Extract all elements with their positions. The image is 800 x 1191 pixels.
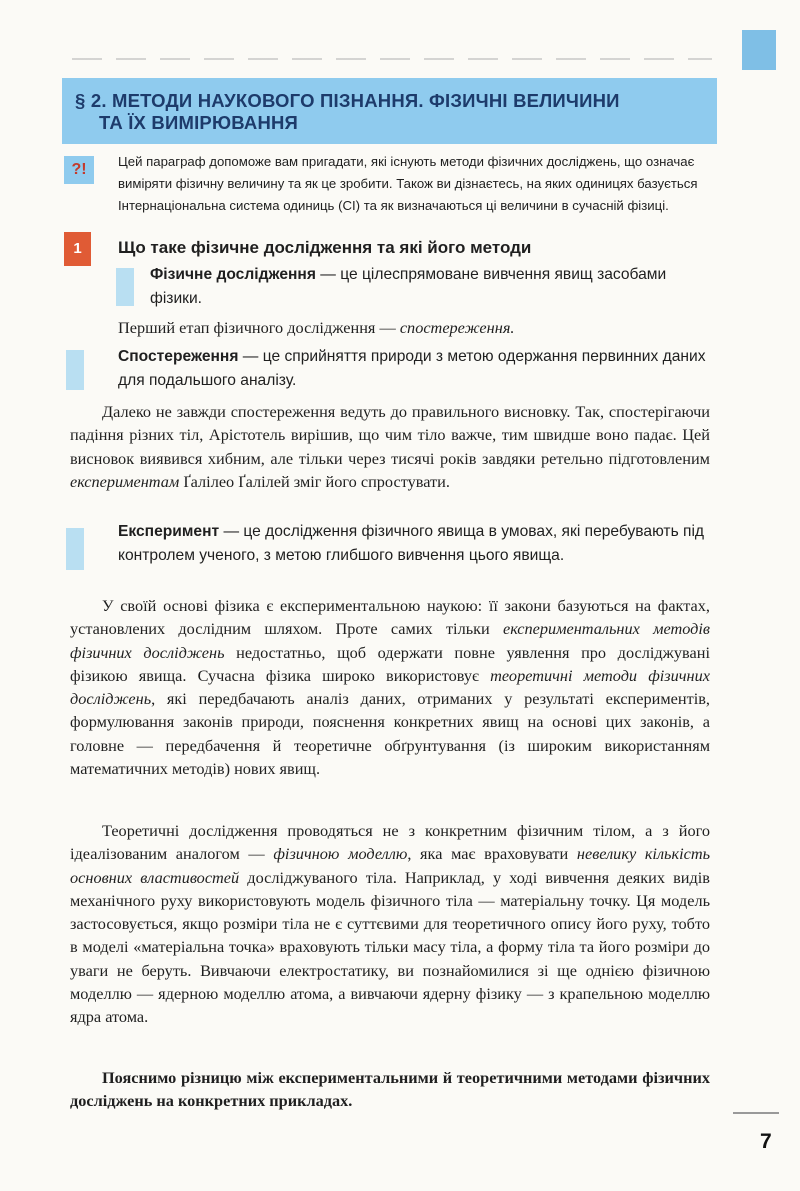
- definition-research: [150, 263, 710, 311]
- title-line-1: § 2. МЕТОДИ НАУКОВОГО ПІЗНАННЯ. ФІЗИЧНІ ВЕЛИЧИНИ: [75, 90, 620, 111]
- italic-text: експериментам: [70, 471, 180, 491]
- section-title: Що таке фізичне дослідження та які його методи: [118, 238, 532, 257]
- italic-text: теоретичні методи фізичних досліджень: [70, 665, 710, 709]
- definition-body: — це сприйняття природи з метою одержання первинних даних для подальшого аналізу.: [118, 348, 706, 389]
- definition-body: — це дослідження фізичного явища в умовах, які перебувають під контролем ученого, з метою глибшого вивчення цього явища.: [118, 523, 705, 564]
- section-number-badge: 1: [64, 232, 91, 266]
- definition-marker: [66, 350, 84, 390]
- paragraph-aristotle: [70, 400, 710, 493]
- italic-text: спостереження.: [399, 318, 515, 337]
- term: Експеримент: [118, 523, 220, 540]
- definition-marker: [66, 528, 84, 570]
- text: Ґалілео Ґалілей зміг його спростувати.: [179, 471, 450, 491]
- page-number-rule: [733, 1112, 779, 1114]
- paragraph-explain: [70, 1066, 710, 1113]
- question-icon: ?!: [64, 156, 94, 184]
- paragraph-basis: [70, 594, 710, 780]
- page-title: [75, 90, 695, 134]
- text: Пояснимо різницю між експериментальними й теоретичними методами фізичних досліджень на конкретних прикладах.: [70, 1068, 710, 1111]
- text: , які передбачають аналіз даних, отриманих у результаті експериментів, формулювання законів природи, пояснення конкретних явищ на основі цих законів, а головне — передбачення й теоретичне обґрунтування (із широким використанням математичних методів) нових явищ.: [70, 689, 710, 779]
- definition-marker: [116, 268, 134, 306]
- italic-text: фізичною моделлю: [273, 844, 408, 864]
- text: , яка має враховувати: [407, 844, 577, 864]
- text: недостатньо, щоб одержати повне уявлення про досліджувані фізикою явища. Сучасна фізика широко використовує: [70, 642, 710, 685]
- term: Фізичне дослідження: [150, 266, 316, 283]
- paragraph-theory: [70, 819, 710, 1029]
- definition-observation: [118, 345, 710, 393]
- definition-body: — це цілеспрямоване вивчення явищ засобами фізики.: [150, 266, 667, 307]
- definition-experiment: [118, 520, 710, 568]
- italic-text: невелику кількість основних властивостей: [70, 844, 710, 887]
- text: досліджуваного тіла. Наприклад, у ході вивчення деяких видів механічного руху використовують модель фізичного тіла — матеріальну точку. Ця модель застосовується, якщо розміри тіла не є суттєвими для теоретичного опису його руху, тобто в моделі «матеріальна точка» враховують тільки масу тіла, а форму тіла та його розміри до уваги не беруть. Вивчаючи електростатику, ви познайомилися зі ще однією фізичною моделлю — ядерною моделлю атома, а вивчаючи ядерну фізику — з крапельною моделлю ядра атома.: [70, 867, 710, 1027]
- text: Перший етап фізичного дослідження —: [118, 318, 400, 337]
- corner-tab: [742, 30, 776, 70]
- top-rule: [72, 58, 712, 60]
- paragraph-first-stage: [118, 316, 710, 339]
- intro-text: Цей параграф допоможе вам пригадати, які існують методи фізичних досліджень, що означає виміряти фізичну величину та як це зробити. Також ви дізнаєтесь, на яких одиницях базується Інтернаціональна система одиниць (СІ) та як визначаються ці величини в сучасній фізиці.: [118, 154, 698, 213]
- page-number: 7: [760, 1130, 772, 1153]
- text: У своїй основі фізика є експериментальною наукою: її закони базуються на фактах, установлених дослідним шляхом. Проте самих тільки: [70, 596, 710, 639]
- italic-text: експериментальних методів фізичних досліджень: [70, 619, 710, 662]
- title-line-2: ТА ЇХ ВИМІРЮВАННЯ: [99, 112, 299, 133]
- term: Спостереження: [118, 348, 239, 365]
- text: Далеко не завжди спостереження ведуть до правильного висновку. Так, спостерігаючи падіння різних тіл, Арістотель вирішив, що чим тіло важче, тим швидше воно падає. Цей висновок виявився хибним, але тільки через тисячі років завдяки ретельно підготовленим: [70, 402, 710, 468]
- text: Теоретичні дослідження проводяться не з конкретним фізичним тілом, а з його ідеалізованим аналогом —: [70, 821, 710, 864]
